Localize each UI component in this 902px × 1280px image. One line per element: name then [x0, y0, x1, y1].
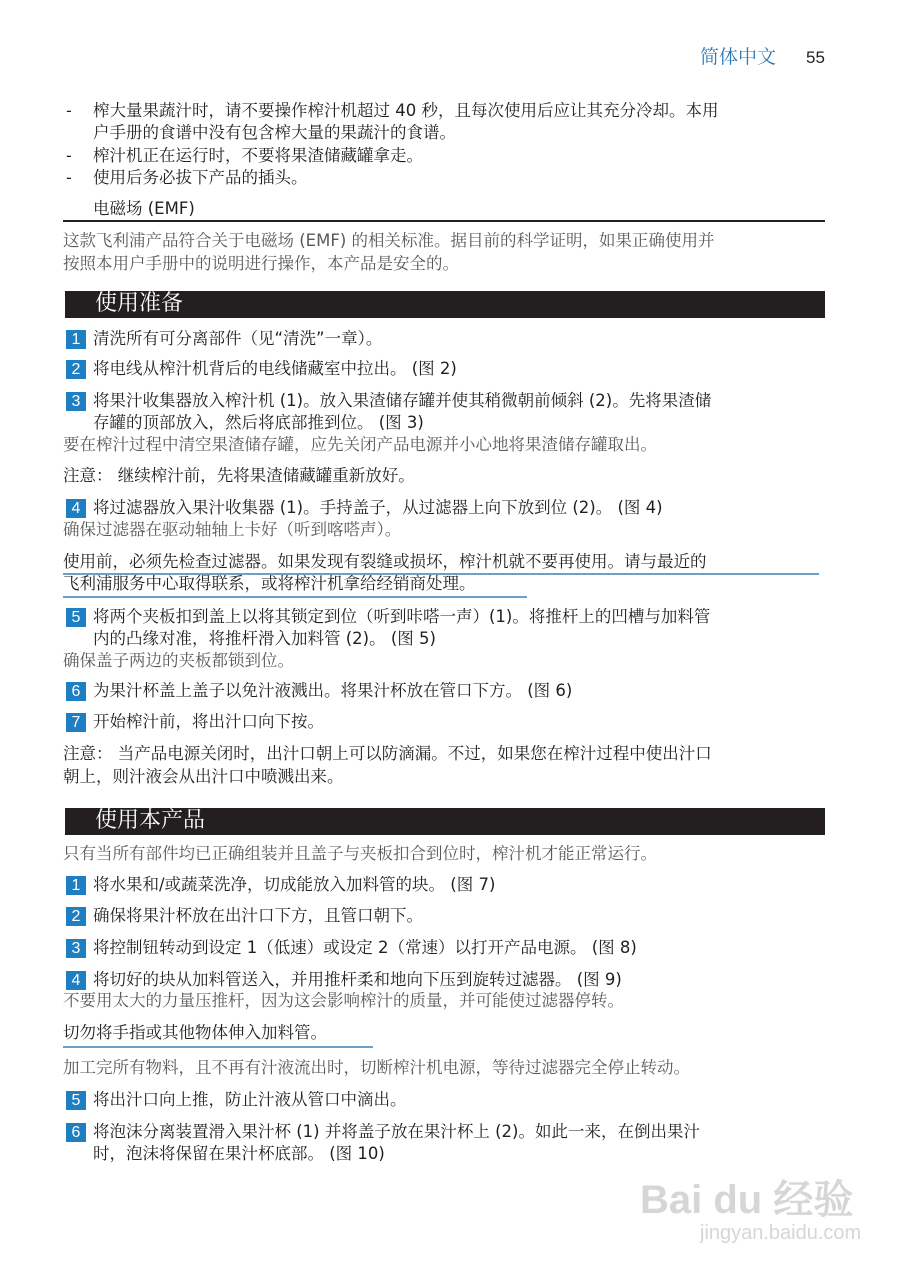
note-text: 朝上，则汁液会从出汁口中喷溅出来。	[63, 767, 344, 786]
warning-text: 使用前，必须先检查过滤器。如果发现有裂缝或损坏，榨汁机就不要再使用。请与最近的	[63, 552, 707, 571]
step-text: 将控制钮转动到设定 1（低速）或设定 2（常速）以打开产品电源。 (图 8)	[93, 938, 637, 957]
page-number: 55	[806, 48, 825, 67]
step-text: 开始榨汁前，将出汁口向下按。	[93, 712, 324, 731]
section-title: 使用本产品	[95, 808, 206, 833]
step-text: 将果汁收集器放入榨汁机 (1)。放入果渣储存罐并使其稍微朝前倾斜 (2)。先将果渣储	[93, 391, 712, 410]
divider	[63, 220, 825, 222]
watermark-logo: Bai du 经验	[640, 1178, 854, 1222]
step-text: 将水果和/或蔬菜洗净，切成能放入加料管的块。 (图 7)	[93, 875, 496, 894]
section-header-prep	[65, 291, 825, 318]
bullet-dash: -	[66, 101, 72, 120]
emf-text: 按照本用户手册中的说明进行操作，本产品是安全的。	[63, 254, 459, 273]
intro-text: 只有当所有部件均已正确组装并且盖子与夹板扣合到位时，榨汁机才能正常运行。	[63, 844, 657, 863]
warning-text: 切勿将手指或其他物体伸入加料管。	[63, 1023, 327, 1042]
step-text: 将过滤器放入果汁收集器 (1)。手持盖子，从过滤器上向下放到位 (2)。 (图 4)	[93, 498, 663, 517]
step-text: 将切好的块从加料管送入，并用推杆柔和地向下压到旋转过滤器。 (图 9)	[93, 970, 622, 989]
bullet-dash: -	[66, 146, 72, 165]
emf-text: 这款飞利浦产品符合关于电磁场 (EMF) 的相关标准。据目前的科学证明，如果正确使用并	[63, 231, 715, 250]
tip-text: 确保盖子两边的夹板都锁到位。	[63, 651, 294, 670]
emf-heading: 电磁场 (EMF)	[93, 199, 195, 218]
step-text: 内的凸缘对准，将推杆滑入加料管 (2)。 (图 5)	[93, 629, 436, 648]
bullet-text: 使用后务必拔下产品的插头。	[93, 168, 308, 187]
step-text: 将出汁口向上推，防止汁液从管口中滴出。	[93, 1090, 407, 1109]
warning-underline	[63, 1046, 373, 1048]
section-title: 使用准备	[95, 291, 184, 316]
note-text: 注意： 当产品电源关闭时，出汁口朝上可以防滴漏。不过，如果您在榨汁过程中使出汁口	[63, 744, 712, 763]
step-badge: 1	[66, 876, 86, 895]
step-text: 时，泡沫将保留在果汁杯底部。 (图 10)	[93, 1144, 385, 1163]
section-header-use	[65, 808, 825, 835]
step-text: 将电线从榨汁机背后的电线储藏室中拉出。 (图 2)	[93, 359, 457, 378]
step-text: 为果汁杯盖上盖子以免汁液溅出。将果汁杯放在管口下方。 (图 6)	[93, 681, 573, 700]
step-badge: 5	[66, 1091, 86, 1110]
step-badge: 5	[66, 608, 86, 627]
after-text: 加工完所有物料，且不再有汁液流出时，切断榨汁机电源，等待过滤器完全停止转动。	[63, 1058, 690, 1077]
note-text: 注意： 继续榨汁前，先将果渣储藏罐重新放好。	[63, 466, 415, 485]
step-text: 存罐的顶部放入，然后将底部推到位。 (图 3)	[93, 413, 424, 432]
step-text: 将两个夹板扣到盖上以将其锁定到位（听到咔嗒一声）(1)。将推杆上的凹槽与加料管	[93, 607, 711, 626]
language-label: 简体中文	[700, 46, 777, 68]
step-text: 确保将果汁杯放在出汁口下方，且管口朝下。	[93, 906, 423, 925]
bullet-dash: -	[66, 168, 72, 187]
step-badge: 6	[66, 1123, 86, 1142]
step-badge: 2	[66, 907, 86, 926]
bullet-text: 榨大量果蔬汁时，请不要操作榨汁机超过 40 秒，且每次使用后应让其充分冷却。本用	[93, 101, 719, 120]
tip-text: 要在榨汁过程中清空果渣储存罐，应先关闭产品电源并小心地将果渣储存罐取出。	[63, 435, 657, 454]
warning-text: 飞利浦服务中心取得联系，或将榨汁机拿给经销商处理。	[63, 574, 476, 593]
tip-text: 不要用太大的力量压推杆，因为这会影响榨汁的质量，并可能使过滤器停转。	[63, 991, 624, 1010]
watermark-url: jingyan.baidu.com	[700, 1222, 862, 1244]
step-badge: 4	[66, 499, 86, 518]
step-badge: 2	[66, 360, 86, 379]
step-text: 将泡沫分离装置滑入果汁杯 (1) 并将盖子放在果汁杯上 (2)。如此一来，在倒出果汁	[93, 1122, 700, 1141]
bullet-text: 榨汁机正在运行时，不要将果渣储藏罐拿走。	[93, 146, 423, 165]
step-badge: 3	[66, 392, 86, 411]
tip-text: 确保过滤器在驱动轴轴上卡好（听到喀嗒声）。	[63, 520, 402, 539]
step-badge: 7	[66, 713, 86, 732]
step-text: 清洗所有可分离部件（见“清洗”一章）。	[93, 329, 383, 348]
warning-underline	[63, 596, 527, 598]
step-badge: 1	[66, 330, 86, 349]
step-badge: 3	[66, 939, 86, 958]
bullet-text: 户手册的食谱中没有包含榨大量的果蔬汁的食谱。	[93, 123, 456, 142]
step-badge: 6	[66, 682, 86, 701]
step-badge: 4	[66, 971, 86, 990]
